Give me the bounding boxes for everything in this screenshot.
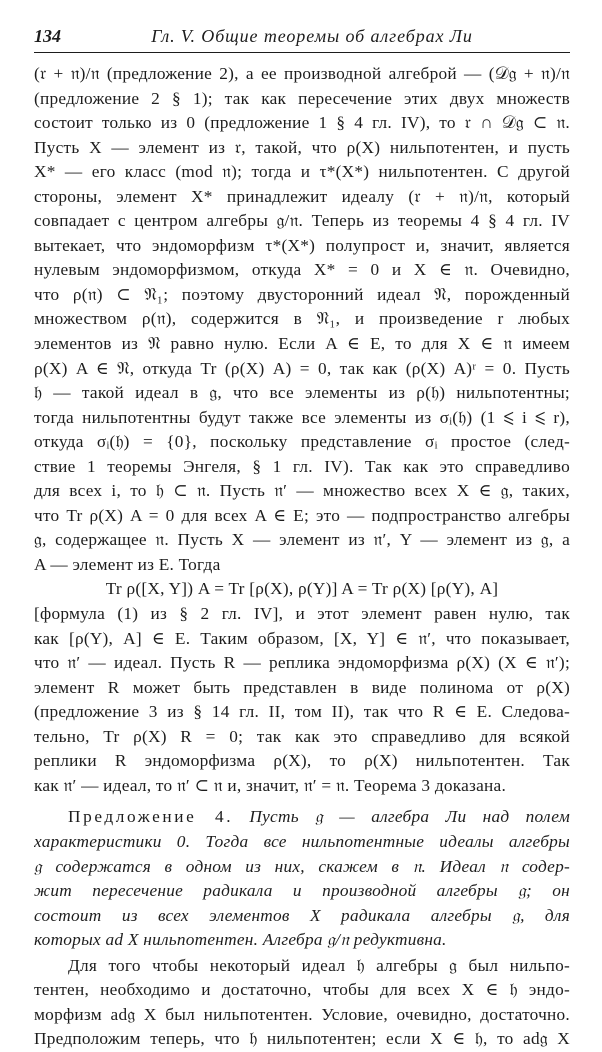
text-line: которых ad X нильпотентен. Алгебра 𝔤/𝔫 редуктивна. — [34, 930, 447, 950]
text-line: 𝔤, содержащее 𝔫. Пусть X — элемент из 𝔫′, Y — элемент из 𝔤, а — [34, 530, 570, 550]
text-line: вытекает, что эндоморфизм τ*(X*) полупрост и, значит, является — [34, 235, 570, 255]
text-line: множеством ρ(𝔫), содержится в 𝔑₁, и произведение r любых — [34, 309, 570, 329]
text-line: тентен, необходимо и достаточно, чтобы для всех X ∈ 𝔥 эндо- — [34, 980, 570, 1000]
paragraph-proof-prop4 — [34, 954, 570, 1052]
text-line: стороны, элемент X* принадлежит идеалу (𝔯 + 𝔫)/𝔫, который — [34, 186, 570, 206]
text-line: элемент R может быть представлен в виде полинома от ρ(X) — [34, 677, 570, 697]
text-line: морфизм ad𝔤 X был нильпотентен. Условие, очевидно, достаточно. — [34, 1004, 570, 1024]
paragraph-proof — [34, 62, 570, 577]
running-header — [34, 26, 570, 53]
text-line: (предложение 2 § 1); так как пересечение этих двух множеств — [34, 88, 570, 108]
text-line: характеристики 0. Тогда все нильпотентные идеалы алгебры — [34, 831, 570, 851]
proposition-text: Пусть 𝔤 — алгебра Ли над полем — [249, 807, 570, 827]
proposition-4 — [34, 805, 570, 952]
text-line: тогда нильпотентны будут также все элементы из σᵢ(𝔥) (1 ⩽ i ⩽ r), — [34, 407, 570, 427]
paragraph-proof-continued — [34, 602, 570, 798]
text-line: как 𝔫′ — идеал, то 𝔫′ ⊂ 𝔫 и, значит, 𝔫′ = 𝔫. Теорема 3 доказана. — [34, 775, 507, 795]
text-line: для всех i, то 𝔥 ⊂ 𝔫. Пусть 𝔫′ — множество всех X ∈ 𝔤, таких, — [34, 481, 570, 501]
proposition-label: Предложение 4. — [68, 807, 234, 827]
book-page — [34, 26, 570, 1052]
display-formula: Tr ρ([X, Y]) A = Tr [ρ(X), ρ(Y)] A = Tr ρ(X) [ρ(Y), A] — [105, 579, 499, 599]
text-line: что ρ(𝔫) ⊂ 𝔑₁; поэтому двусторонний идеал 𝔑, порожденный — [34, 284, 570, 304]
text-line: состоит из всех элементов X радикала алгебры 𝔤, для — [34, 905, 570, 925]
text-line: совпадает с центром алгебры 𝔤/𝔫. Теперь из теоремы 4 § 4 гл. IV — [34, 211, 570, 231]
text-line: (предложение 3 из § 14 гл. II, том II), так что R ∈ E. Следова- — [34, 702, 570, 722]
text-line: ρ(X) A ∈ 𝔑, откуда Tr (ρ(X) A) = 0, так как (ρ(X) A)ʳ = 0. Пусть — [34, 358, 570, 378]
text-line: Предположим теперь, что 𝔥 нильпотентен; если X ∈ 𝔥, то ad𝔤 X — [34, 1029, 570, 1049]
page-number: 134 — [34, 26, 61, 46]
text-line: нулевым эндоморфизмом, откуда X* = 0 и X ∈ 𝔫. Очевидно, — [34, 260, 570, 280]
text-line: что 𝔫′ — идеал. Пусть R — реплика эндоморфизма ρ(X) (X ∈ 𝔫′); — [34, 653, 570, 673]
text-line: ствие 1 теоремы Энгеля, § 1 гл. IV). Так как это справедливо — [34, 456, 570, 476]
text-line: (𝔯 + 𝔫)/𝔫 (предложение 2), а ее производной алгеброй — (𝒟𝔤 + 𝔫)/𝔫 — [34, 64, 570, 83]
text-line: X* — его класс (mod 𝔫); тогда и τ*(X*) нильпотентен. С другой — [34, 162, 570, 182]
text-line: состоит только из 0 (предложение 1 § 4 гл. IV), то 𝔯 ∩ 𝒟𝔤 ⊂ 𝔫. — [34, 113, 570, 133]
text-line: реплики R эндоморфизма ρ(X), то ρ(X) нильпотентен. Так — [34, 751, 570, 771]
text-line: 𝔥 — такой идеал в 𝔤, что все элементы из ρ(𝔥) нильпотентны; — [34, 383, 570, 403]
text-line: элементов из 𝔑 равно нулю. Если A ∈ E, то для X ∈ 𝔫 имеем — [34, 334, 570, 354]
main-text — [34, 62, 570, 1052]
text-line: Пусть X — элемент из 𝔯, такой, что ρ(X) нильпотентен, и пусть — [34, 137, 570, 157]
text-line — [34, 805, 570, 830]
text-line: откуда σᵢ(𝔥) = {0}, поскольку представление σᵢ простое (след- — [34, 432, 570, 452]
text-line: 𝔤 содержатся в одном из них, скажем в 𝔫. Идеал 𝔫 содер- — [34, 856, 570, 876]
text-line: жит пересечение радикала и производной алгебры 𝔤; он — [34, 881, 570, 901]
text-line: A — элемент из E. Тогда — [34, 554, 221, 574]
text-line: что Tr ρ(X) A = 0 для всех A ∈ E; это — подпространство алгебры — [34, 505, 570, 525]
text-line: тельно, Tr ρ(X) R = 0; так как это справедливо для всякой — [34, 726, 570, 746]
text-line: [формула (1) из § 2 гл. IV], и этот элемент равен нулю, так — [34, 604, 570, 624]
text-line: Для того чтобы некоторый идеал 𝔥 алгебры 𝔤 был нильпо- — [68, 955, 570, 975]
text-line: как [ρ(Y), A] ∈ E. Таким образом, [X, Y] ∈ 𝔫′, что показывает, — [34, 628, 570, 648]
running-title: Гл. V. Общие теоремы об алгебрах Ли — [151, 26, 473, 46]
